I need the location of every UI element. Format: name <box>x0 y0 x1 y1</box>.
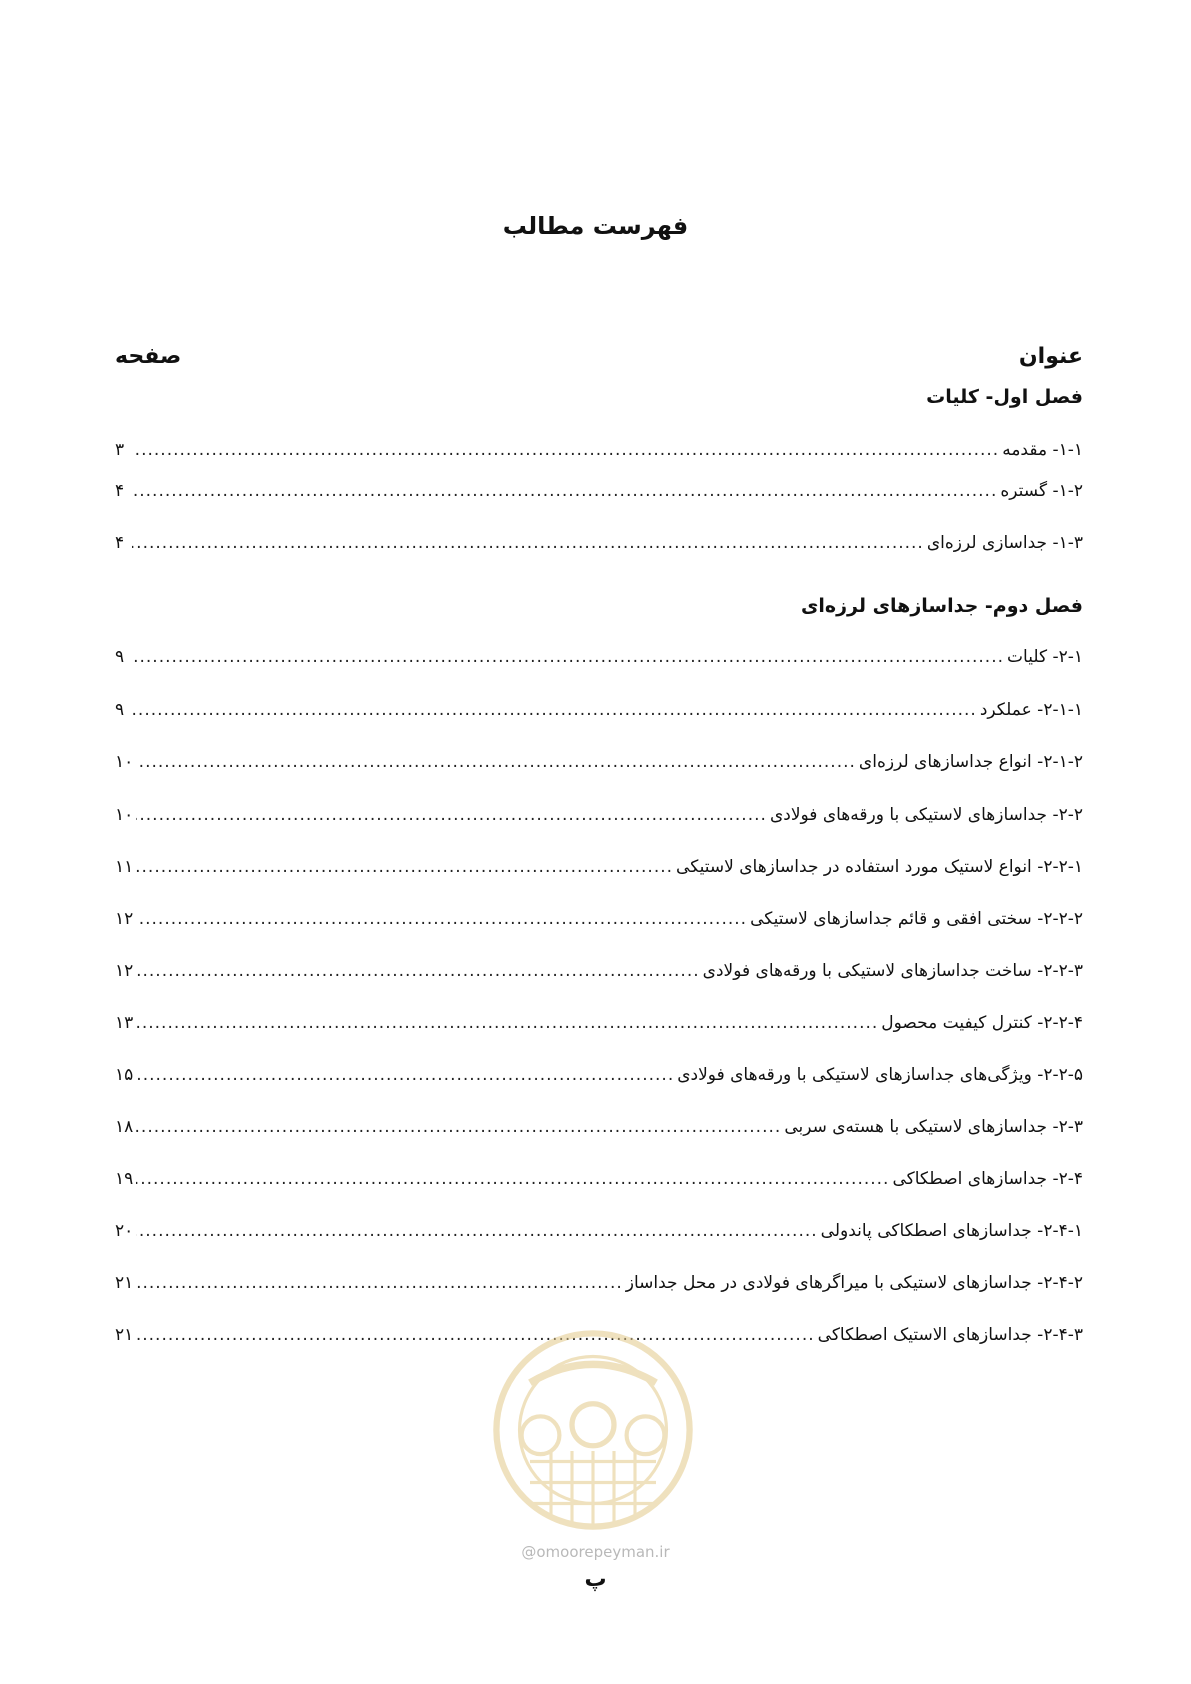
leader-dots <box>132 647 1004 667</box>
toc-entry-label: ۱-۲- گستره <box>1000 481 1083 501</box>
toc-entry[interactable] <box>115 1117 1083 1143</box>
toc-entry-page: ۱۲ <box>115 961 134 981</box>
leader-dots <box>132 440 999 460</box>
toc-entry-label: ۲-۱-۱- عملکرد <box>979 700 1083 720</box>
toc-entry[interactable] <box>115 961 1083 987</box>
toc-entry-page: ۱۰ <box>115 805 134 825</box>
leader-dots <box>136 909 747 929</box>
toc-entry-page: ۱۱ <box>115 857 134 877</box>
toc-entry[interactable] <box>115 752 1083 778</box>
leader-dots <box>132 700 977 720</box>
toc-entry-label: ۲-۲-۲- سختی افقی و قائم جداسازهای لاستیکی <box>750 909 1083 929</box>
toc-entry-label: ۱-۳- جداسازی لرزه‌ای <box>926 533 1083 553</box>
toc-entry-page: ۱۳ <box>115 1013 134 1033</box>
toc-entry-page: ۴ <box>115 481 125 501</box>
toc-entry-page: ۳ <box>115 440 125 460</box>
toc-entry-label: ۲-۴-۱- جداسازهای اصطکاکی پاندولی <box>820 1221 1083 1241</box>
toc-entry[interactable] <box>115 647 1083 673</box>
toc-entry-label: ۲-۱- کلیات <box>1007 647 1083 667</box>
toc-entry[interactable] <box>115 857 1083 883</box>
toc-entry-page: ۹ <box>115 647 125 667</box>
toc-entry-page: ۱۵ <box>115 1065 134 1085</box>
column-header-title: عنوان <box>1018 344 1083 369</box>
toc-entry-label: ۲-۲-۱- انواع لاستیک مورد استفاده در جداسازهای لاستیکی <box>676 857 1083 877</box>
toc-entry-page: ۱۹ <box>115 1169 134 1189</box>
toc-entry[interactable] <box>115 1221 1083 1247</box>
toc-entry-label: ۱-۱- مقدمه <box>1002 440 1083 460</box>
leader-dots <box>136 1065 674 1085</box>
toc-entry-page: ۱۸ <box>115 1117 134 1137</box>
leader-dots <box>136 1013 878 1033</box>
toc-entry-page: ۲۱ <box>115 1325 134 1345</box>
toc-entry-page: ۱۲ <box>115 909 134 929</box>
toc-entry-label: ۲-۲- جداسازهای لاستیکی با ورقه‌های فولادی <box>769 805 1083 825</box>
toc-entry[interactable] <box>115 440 1083 466</box>
toc-entry[interactable] <box>115 1169 1083 1195</box>
toc-entry-label: ۲-۳- جداسازهای لاستیکی با هسته‌ی سربی <box>784 1117 1083 1137</box>
leader-dots <box>136 961 699 981</box>
chapter-heading: فصل اول- کلیات <box>926 386 1083 408</box>
toc-entry-label: ۲-۴-۲- جداسازهای لاستیکی با میراگرهای فولادی در محل جداساز <box>625 1273 1083 1293</box>
column-header-page: صفحه <box>115 344 182 369</box>
toc-entry-label: ۲-۲-۳- ساخت جداسازهای لاستیکی با ورقه‌های فولادی <box>702 961 1083 981</box>
toc-entry[interactable] <box>115 700 1083 726</box>
toc-entry[interactable] <box>115 481 1083 507</box>
toc-entry-label: ۲-۴- جداسازهای اصطکاکی <box>892 1169 1083 1189</box>
leader-dots <box>136 752 856 772</box>
watermark-seal-icon <box>488 1325 698 1535</box>
leader-dots <box>136 1221 817 1241</box>
toc-entry-page: ۱۰ <box>115 752 134 772</box>
toc-entry-label: ۲-۱-۲- انواع جداسازهای لرزه‌ای <box>858 752 1083 772</box>
page-title: فهرست مطالب <box>502 212 689 240</box>
leader-dots <box>132 533 924 553</box>
leader-dots <box>136 1117 781 1137</box>
toc-entry-page: ۹ <box>115 700 125 720</box>
toc-entry-page: ۴ <box>115 533 125 553</box>
toc-entry[interactable] <box>115 909 1083 935</box>
leader-dots <box>136 1273 623 1293</box>
toc-entry-label: ۲-۴-۳- جداسازهای الاستیک اصطکاکی <box>817 1325 1083 1345</box>
toc-entry[interactable] <box>115 1013 1083 1039</box>
toc-entry-page: ۲۰ <box>115 1221 134 1241</box>
leader-dots <box>136 857 673 877</box>
leader-dots <box>136 1325 814 1345</box>
leader-dots <box>132 481 997 501</box>
watermark-text: @omoorepeyman.ir <box>521 1543 670 1561</box>
toc-entry[interactable] <box>115 1065 1083 1091</box>
chapter-heading: فصل دوم- جداسازهای لرزه‌ای <box>800 595 1083 617</box>
page-number: پ <box>584 1567 607 1592</box>
toc-entry[interactable] <box>115 533 1083 559</box>
toc-entry[interactable] <box>115 1273 1083 1299</box>
leader-dots <box>136 1169 889 1189</box>
toc-entry-label: ۲-۲-۴- کنترل کیفیت محصول <box>881 1013 1083 1033</box>
toc-entry-label: ۲-۲-۵- ویژگی‌های جداسازهای لاستیکی با ورقه‌های فولادی <box>677 1065 1083 1085</box>
leader-dots <box>136 805 767 825</box>
toc-entry-page: ۲۱ <box>115 1273 134 1293</box>
toc-entry[interactable] <box>115 805 1083 831</box>
